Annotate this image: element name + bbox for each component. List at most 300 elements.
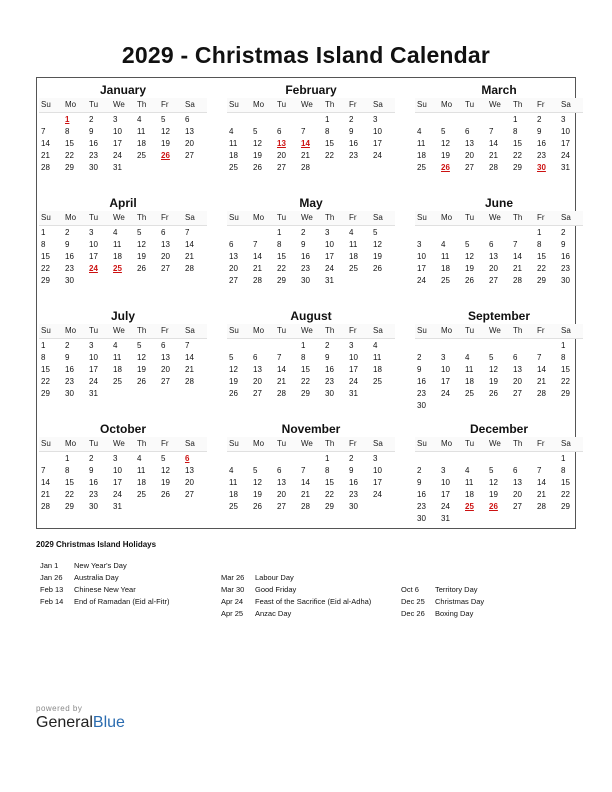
day-cell: 13	[513, 478, 522, 487]
weekday-label: We	[489, 326, 501, 335]
day-cell: 10	[441, 478, 450, 487]
weekday-label: Su	[41, 100, 51, 109]
day-grid	[415, 114, 583, 174]
day-cell: 19	[137, 252, 146, 261]
month-february	[227, 83, 395, 174]
weekday-label: Tu	[277, 213, 287, 222]
day-cell: 14	[537, 365, 546, 374]
empty-cell	[275, 453, 299, 465]
day-cell: 25	[441, 276, 450, 285]
day-cell: 17	[325, 252, 334, 261]
month-october	[39, 422, 207, 513]
day-cell: 3	[373, 115, 378, 124]
day-cell: 2	[65, 228, 70, 237]
day-cell: 19	[465, 264, 474, 273]
day-cell: 22	[325, 151, 334, 160]
day-grid	[227, 340, 395, 400]
day-cell: 11	[229, 478, 238, 487]
day-cell: 5	[137, 228, 142, 237]
empty-cell	[439, 114, 463, 126]
day-cell: 2	[89, 115, 94, 124]
day-cell: 9	[349, 466, 354, 475]
day-cell: 2	[65, 341, 70, 350]
holiday-row	[40, 584, 169, 596]
holiday-day-cell: 1	[65, 115, 70, 124]
day-cell: 3	[113, 454, 118, 463]
day-grid	[39, 114, 207, 174]
day-cell: 10	[417, 252, 426, 261]
day-cell: 2	[349, 115, 354, 124]
day-cell: 9	[349, 127, 354, 136]
weekday-label: Su	[41, 439, 51, 448]
day-cell: 15	[301, 365, 310, 374]
day-cell: 3	[441, 466, 446, 475]
day-cell: 13	[161, 353, 170, 362]
day-cell: 28	[537, 502, 546, 511]
day-cell: 29	[325, 502, 334, 511]
day-cell: 31	[89, 389, 98, 398]
day-cell: 25	[137, 151, 146, 160]
weekday-label: Mo	[441, 439, 453, 448]
day-cell: 27	[513, 502, 522, 511]
day-cell: 20	[513, 377, 522, 386]
day-cell: 17	[373, 478, 382, 487]
day-cell: 15	[325, 139, 334, 148]
day-cell: 14	[277, 365, 286, 374]
weekday-header	[39, 324, 207, 339]
day-cell: 28	[537, 389, 546, 398]
weekday-label: Tu	[89, 213, 99, 222]
weekday-label: Fr	[161, 213, 169, 222]
holidays-column	[401, 584, 484, 620]
day-cell: 3	[373, 454, 378, 463]
day-cell: 11	[229, 139, 238, 148]
weekday-label: Sa	[185, 100, 195, 109]
day-cell: 20	[465, 151, 474, 160]
day-cell: 13	[277, 478, 286, 487]
day-cell: 8	[325, 127, 330, 136]
day-cell: 28	[41, 163, 50, 172]
day-cell: 29	[65, 502, 74, 511]
day-cell: 20	[185, 478, 194, 487]
day-cell: 13	[513, 365, 522, 374]
day-cell: 12	[441, 139, 450, 148]
day-cell: 27	[277, 502, 286, 511]
day-cell: 23	[349, 490, 358, 499]
day-cell: 8	[561, 353, 566, 362]
weekday-label: Tu	[89, 100, 99, 109]
holiday-name: Anzac Day	[255, 609, 292, 618]
holiday-date: Apr 25	[221, 609, 244, 618]
weekday-label: Fr	[349, 326, 357, 335]
day-cell: 7	[253, 240, 258, 249]
day-cell: 26	[373, 264, 382, 273]
day-cell: 30	[325, 389, 334, 398]
weekday-label: We	[113, 326, 125, 335]
day-cell: 8	[513, 127, 518, 136]
day-cell: 24	[325, 264, 334, 273]
day-cell: 15	[561, 478, 570, 487]
day-cell: 17	[89, 252, 98, 261]
day-cell: 2	[417, 466, 422, 475]
weekday-label: Su	[417, 439, 427, 448]
month-name: June	[484, 196, 513, 210]
day-cell: 5	[489, 466, 494, 475]
day-cell: 18	[465, 490, 474, 499]
weekday-label: Mo	[65, 100, 77, 109]
month-september	[415, 309, 583, 412]
day-cell: 1	[277, 228, 282, 237]
day-cell: 24	[373, 151, 382, 160]
holiday-date: Jan 26	[40, 573, 63, 582]
day-cell: 4	[349, 228, 354, 237]
day-cell: 18	[229, 490, 238, 499]
day-cell: 4	[113, 341, 118, 350]
month-name: January	[99, 83, 147, 97]
day-cell: 28	[301, 163, 310, 172]
day-cell: 25	[113, 377, 122, 386]
holiday-name: Chinese New Year	[74, 585, 136, 594]
day-cell: 29	[65, 163, 74, 172]
day-cell: 30	[89, 163, 98, 172]
day-cell: 25	[229, 163, 238, 172]
day-cell: 12	[253, 139, 262, 148]
day-cell: 7	[185, 228, 190, 237]
day-cell: 4	[229, 466, 234, 475]
day-cell: 26	[161, 490, 170, 499]
day-cell: 23	[89, 490, 98, 499]
empty-cell	[463, 227, 487, 239]
weekday-label: Sa	[373, 439, 383, 448]
empty-cell	[463, 340, 487, 352]
day-grid	[415, 453, 583, 525]
day-cell: 28	[185, 264, 194, 273]
day-cell: 21	[489, 151, 498, 160]
day-cell: 29	[41, 276, 50, 285]
weekday-header	[415, 437, 583, 452]
holidays-column	[221, 572, 371, 620]
empty-cell	[227, 227, 251, 239]
weekday-label: Th	[513, 100, 523, 109]
day-cell: 28	[277, 389, 286, 398]
day-cell: 22	[325, 490, 334, 499]
day-cell: 28	[41, 502, 50, 511]
weekday-label: Sa	[561, 100, 571, 109]
day-cell: 12	[161, 127, 170, 136]
day-cell: 21	[253, 264, 262, 273]
weekday-label: Tu	[277, 439, 287, 448]
weekday-header	[39, 437, 207, 452]
weekday-label: Th	[513, 213, 523, 222]
day-grid	[415, 340, 583, 412]
day-cell: 30	[417, 401, 426, 410]
day-cell: 18	[441, 264, 450, 273]
day-cell: 3	[89, 228, 94, 237]
day-cell: 6	[465, 127, 470, 136]
day-grid	[227, 114, 395, 174]
day-cell: 5	[229, 353, 234, 362]
day-cell: 25	[349, 264, 358, 273]
day-cell: 11	[441, 252, 450, 261]
day-cell: 3	[89, 341, 94, 350]
day-cell: 22	[277, 264, 286, 273]
day-cell: 23	[325, 377, 334, 386]
day-cell: 15	[41, 365, 50, 374]
empty-cell	[511, 340, 535, 352]
weekday-label: Sa	[185, 213, 195, 222]
day-cell: 2	[417, 353, 422, 362]
weekday-label: Fr	[349, 213, 357, 222]
brand-name	[36, 714, 125, 732]
holiday-name: Good Friday	[255, 585, 297, 594]
weekday-label: Mo	[65, 326, 77, 335]
empty-cell	[415, 114, 439, 126]
month-name: September	[467, 309, 531, 323]
day-cell: 3	[441, 353, 446, 362]
day-cell: 26	[137, 264, 146, 273]
day-cell: 29	[513, 163, 522, 172]
weekday-label: Su	[229, 213, 239, 222]
day-cell: 16	[537, 139, 546, 148]
day-cell: 16	[561, 252, 570, 261]
day-cell: 17	[441, 490, 450, 499]
day-cell: 15	[537, 252, 546, 261]
weekday-label: Mo	[441, 213, 453, 222]
empty-cell	[39, 114, 63, 126]
weekday-label: Mo	[441, 100, 453, 109]
weekday-label: Tu	[277, 100, 287, 109]
day-cell: 10	[325, 240, 334, 249]
day-grid	[39, 453, 207, 513]
holiday-date: Mar 30	[221, 585, 245, 594]
day-cell: 10	[113, 127, 122, 136]
day-cell: 16	[349, 478, 358, 487]
day-cell: 9	[65, 240, 70, 249]
day-cell: 10	[89, 353, 98, 362]
day-grid	[39, 340, 207, 400]
weekday-label: Sa	[373, 213, 383, 222]
weekday-label: Sa	[373, 100, 383, 109]
day-cell: 10	[441, 365, 450, 374]
weekday-label: We	[489, 439, 501, 448]
weekday-label: Tu	[465, 326, 475, 335]
day-cell: 6	[489, 240, 494, 249]
holiday-name: Boxing Day	[435, 609, 474, 618]
day-cell: 20	[513, 490, 522, 499]
day-cell: 21	[537, 377, 546, 386]
day-cell: 27	[253, 389, 262, 398]
day-cell: 3	[113, 115, 118, 124]
day-cell: 22	[537, 264, 546, 273]
day-cell: 27	[229, 276, 238, 285]
day-cell: 22	[65, 151, 74, 160]
day-cell: 23	[65, 377, 74, 386]
month-november	[227, 422, 395, 513]
day-cell: 15	[41, 252, 50, 261]
holiday-day-cell: 26	[489, 502, 498, 511]
day-cell: 20	[277, 490, 286, 499]
weekday-label: Mo	[65, 213, 77, 222]
holiday-row	[401, 584, 484, 596]
day-cell: 31	[561, 163, 570, 172]
empty-cell	[299, 114, 323, 126]
day-cell: 7	[277, 353, 282, 362]
weekday-label: Th	[137, 100, 147, 109]
empty-cell	[439, 340, 463, 352]
day-cell: 8	[41, 353, 46, 362]
day-cell: 27	[185, 490, 194, 499]
day-cell: 4	[229, 127, 234, 136]
day-cell: 23	[537, 151, 546, 160]
day-cell: 15	[561, 365, 570, 374]
empty-cell	[487, 453, 511, 465]
weekday-label: Mo	[441, 326, 453, 335]
day-cell: 11	[417, 139, 426, 148]
day-cell: 11	[113, 353, 122, 362]
day-cell: 2	[325, 341, 330, 350]
day-cell: 23	[65, 264, 74, 273]
empty-cell	[487, 340, 511, 352]
day-cell: 31	[349, 389, 358, 398]
empty-cell	[251, 227, 275, 239]
day-cell: 30	[65, 276, 74, 285]
day-cell: 5	[253, 466, 258, 475]
day-cell: 18	[229, 151, 238, 160]
holiday-row	[221, 596, 371, 608]
day-cell: 17	[113, 139, 122, 148]
weekday-label: Sa	[561, 439, 571, 448]
day-cell: 5	[441, 127, 446, 136]
weekday-label: Th	[325, 213, 335, 222]
day-cell: 22	[561, 490, 570, 499]
day-cell: 13	[489, 252, 498, 261]
day-cell: 7	[301, 127, 306, 136]
day-cell: 6	[229, 240, 234, 249]
day-grid	[415, 227, 583, 287]
day-cell: 6	[513, 466, 518, 475]
day-cell: 12	[229, 365, 238, 374]
day-cell: 26	[229, 389, 238, 398]
day-grid	[39, 227, 207, 287]
day-cell: 14	[489, 139, 498, 148]
month-january	[39, 83, 207, 174]
day-cell: 4	[113, 228, 118, 237]
day-cell: 18	[465, 377, 474, 386]
weekday-header	[415, 98, 583, 113]
day-cell: 26	[489, 389, 498, 398]
day-cell: 4	[417, 127, 422, 136]
day-cell: 24	[441, 502, 450, 511]
day-cell: 25	[137, 490, 146, 499]
weekday-header	[415, 324, 583, 339]
day-cell: 12	[465, 252, 474, 261]
day-cell: 31	[441, 514, 450, 523]
weekday-label: Su	[229, 439, 239, 448]
day-cell: 24	[441, 389, 450, 398]
empty-cell	[415, 340, 439, 352]
weekday-label: Th	[513, 326, 523, 335]
day-cell: 1	[41, 228, 46, 237]
day-cell: 27	[489, 276, 498, 285]
holiday-day-cell: 13	[277, 139, 286, 148]
day-cell: 19	[441, 151, 450, 160]
day-cell: 10	[373, 127, 382, 136]
day-cell: 16	[89, 478, 98, 487]
day-cell: 17	[349, 365, 358, 374]
day-cell: 24	[113, 490, 122, 499]
day-cell: 17	[89, 365, 98, 374]
day-cell: 1	[513, 115, 518, 124]
weekday-label: We	[113, 100, 125, 109]
holiday-day-cell: 6	[185, 454, 190, 463]
empty-cell	[487, 114, 511, 126]
weekday-label: Sa	[561, 213, 571, 222]
empty-cell	[439, 227, 463, 239]
day-cell: 28	[253, 276, 262, 285]
weekday-header	[39, 98, 207, 113]
page-title: 2029 - Christmas Island Calendar	[121, 42, 491, 68]
day-cell: 22	[41, 377, 50, 386]
day-cell: 3	[325, 228, 330, 237]
day-cell: 4	[137, 454, 142, 463]
day-cell: 22	[41, 264, 50, 273]
empty-cell	[251, 340, 275, 352]
day-cell: 14	[41, 478, 50, 487]
weekday-label: Tu	[89, 439, 99, 448]
day-cell: 20	[185, 139, 194, 148]
day-cell: 29	[41, 389, 50, 398]
day-cell: 17	[417, 264, 426, 273]
empty-cell	[251, 453, 275, 465]
weekday-label: Mo	[253, 326, 265, 335]
weekday-label: Mo	[253, 213, 265, 222]
day-cell: 27	[161, 264, 170, 273]
weekday-label: Fr	[537, 326, 545, 335]
day-cell: 22	[65, 490, 74, 499]
day-cell: 2	[89, 454, 94, 463]
weekday-label: Th	[325, 326, 335, 335]
day-cell: 14	[253, 252, 262, 261]
day-cell: 20	[277, 151, 286, 160]
weekday-label: We	[301, 326, 313, 335]
day-cell: 6	[161, 341, 166, 350]
day-cell: 23	[301, 264, 310, 273]
day-cell: 2	[561, 228, 566, 237]
day-cell: 9	[417, 365, 422, 374]
day-cell: 10	[89, 240, 98, 249]
day-cell: 6	[277, 466, 282, 475]
day-cell: 2	[537, 115, 542, 124]
day-cell: 16	[349, 139, 358, 148]
day-cell: 14	[185, 240, 194, 249]
day-cell: 15	[277, 252, 286, 261]
weekday-label: Fr	[537, 100, 545, 109]
day-cell: 5	[161, 115, 166, 124]
day-cell: 16	[325, 365, 334, 374]
holiday-date: Mar 26	[221, 573, 245, 582]
weekday-label: Tu	[465, 439, 475, 448]
empty-cell	[39, 453, 63, 465]
day-cell: 2	[349, 454, 354, 463]
day-cell: 9	[89, 466, 94, 475]
day-cell: 16	[417, 490, 426, 499]
day-cell: 18	[113, 252, 122, 261]
day-cell: 26	[253, 163, 262, 172]
day-cell: 16	[301, 252, 310, 261]
holiday-row	[40, 560, 169, 572]
day-grid	[227, 453, 395, 513]
day-cell: 30	[417, 514, 426, 523]
